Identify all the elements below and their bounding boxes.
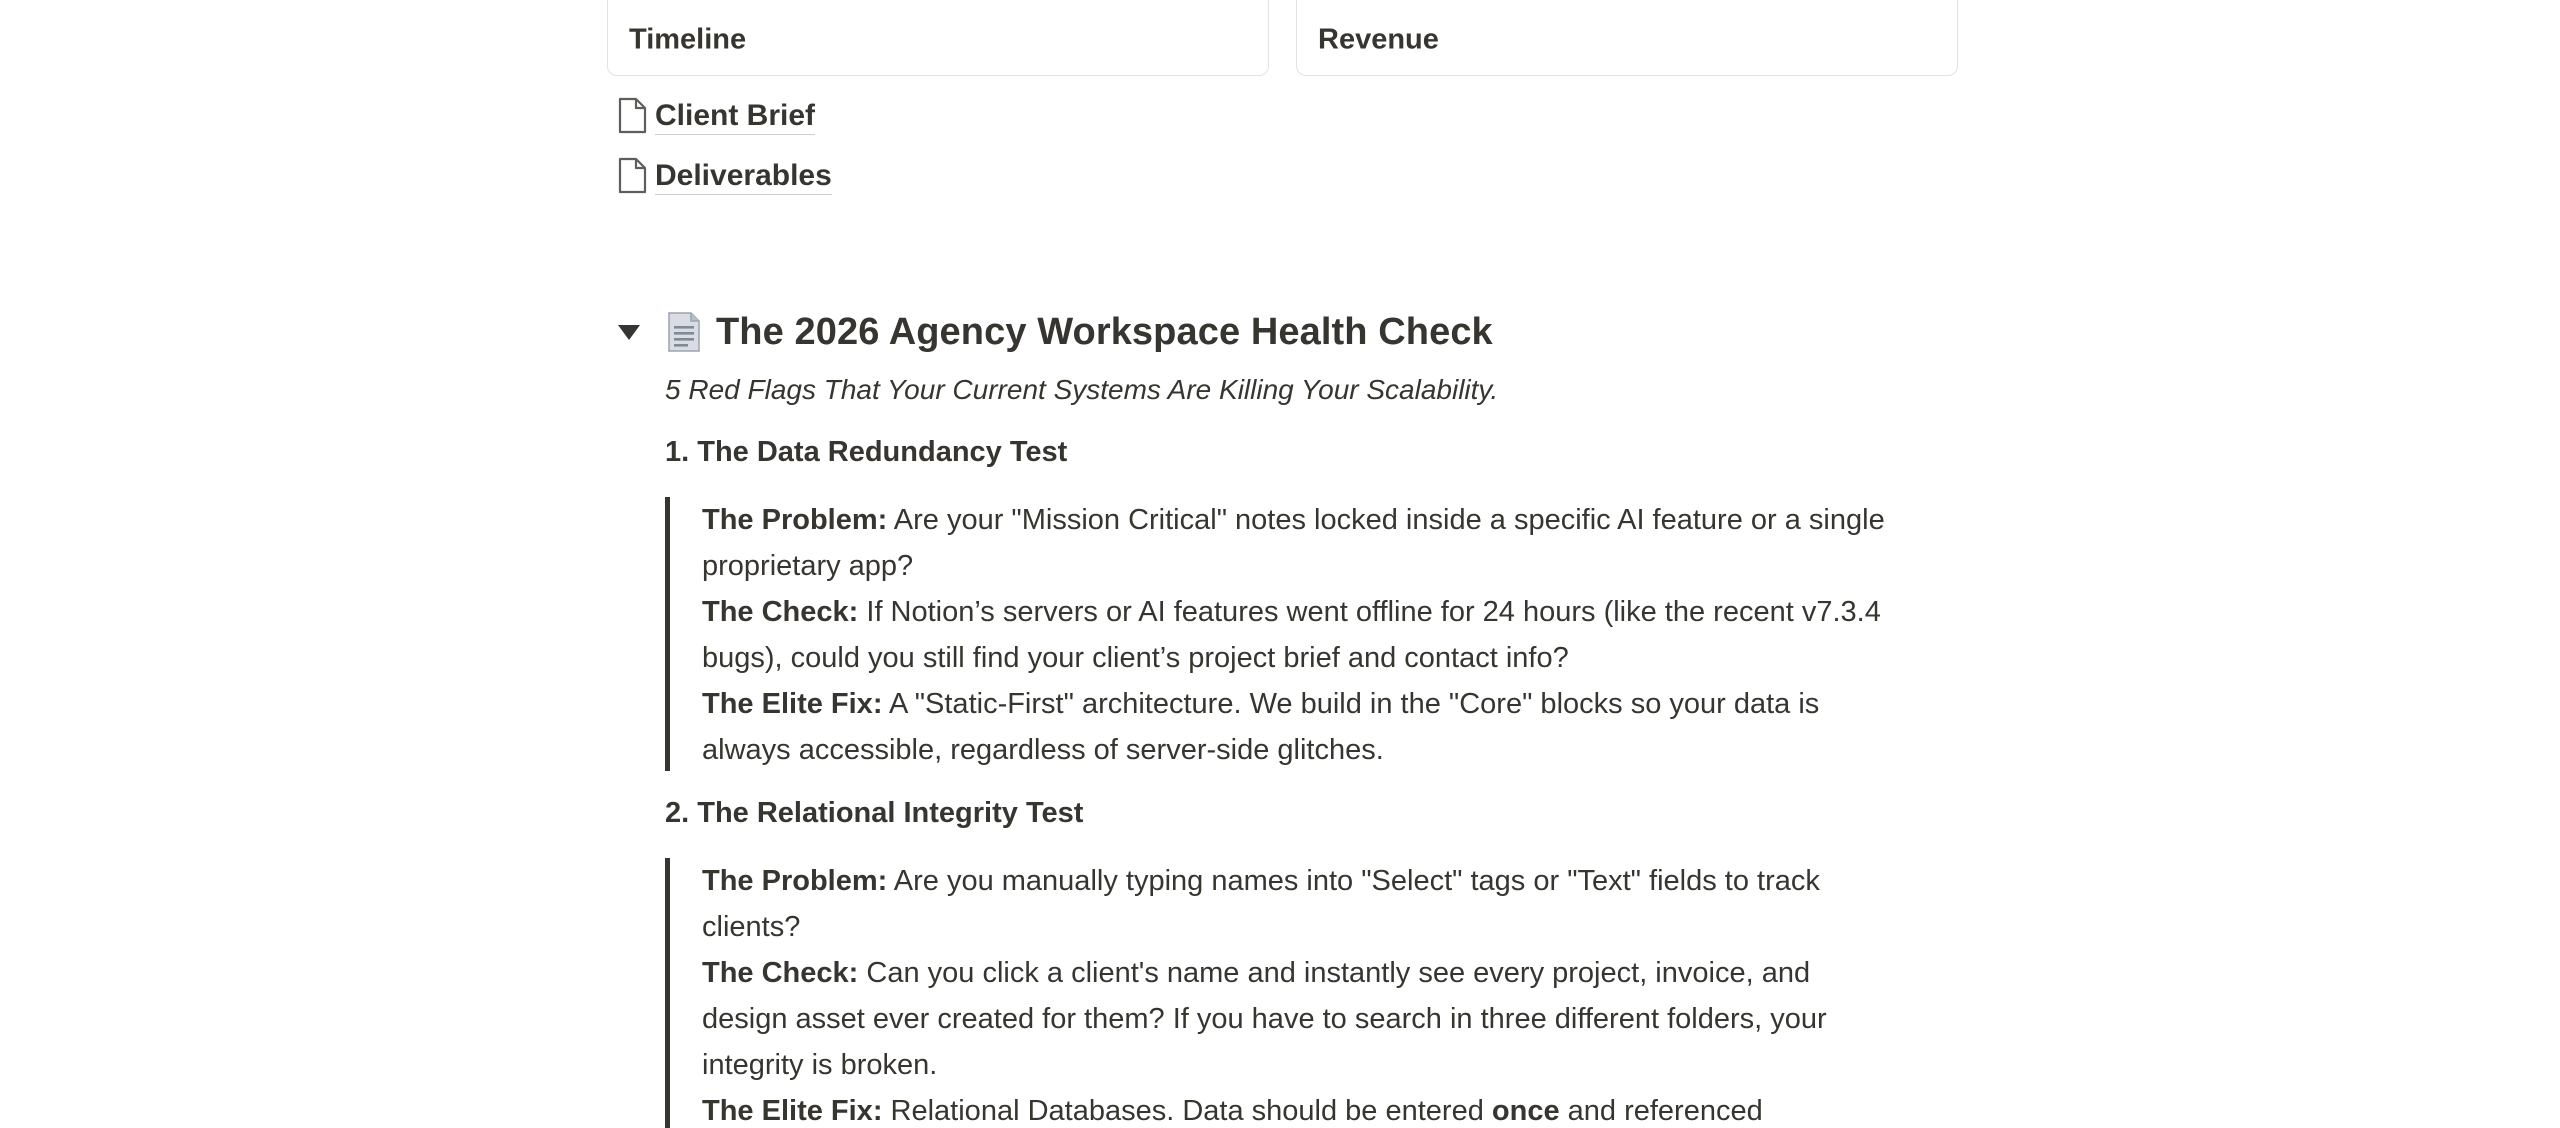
problem-paragraph xyxy=(702,497,1885,589)
fix-emphasis: once xyxy=(1491,1095,1560,1127)
check-text: If Notion’s servers or AI features went offline for 24 hours (like the recent v7.3.4 bugs), could you still find your client’s project brief and contact info? xyxy=(702,596,1881,674)
document-emoji-icon xyxy=(664,308,716,356)
toggle-subtitle: 5 Red Flags That Your Current Systems Are Killing Your Scalability. xyxy=(665,374,1499,405)
deliverables-page-link[interactable] xyxy=(615,152,832,200)
problem-paragraph xyxy=(702,858,1885,950)
revenue-card[interactable] xyxy=(1296,0,1958,76)
callout-quote xyxy=(665,858,1885,1128)
client-brief-page-link[interactable] xyxy=(615,92,815,140)
check-paragraph xyxy=(702,589,1885,681)
page-icon xyxy=(615,152,655,200)
client-brief-link-label: Client Brief xyxy=(655,97,815,136)
fix-text-after: and referenced xyxy=(1559,1095,1763,1127)
toggle-heading-title: The 2026 Agency Workspace Health Check xyxy=(716,310,1493,353)
page-icon xyxy=(615,92,655,140)
check-text: Can you click a client's name and instantly see every project, invoice, and design asset ever created for them? If you have to search in three different folders, your integrity is broken. xyxy=(702,957,1827,1081)
timeline-card[interactable] xyxy=(607,0,1269,76)
deliverables-link-label: Deliverables xyxy=(655,157,832,196)
triangle-down-icon[interactable] xyxy=(616,308,664,356)
section-heading: 2. The Relational Integrity Test xyxy=(665,797,1084,829)
fix-text: Relational Databases. Data should be entered xyxy=(882,1095,1492,1127)
check-label: The Check: xyxy=(702,957,859,989)
fix-text: A "Static-First" architecture. We build in the "Core" blocks so your data is always accessible, regardless of server-side glitches. xyxy=(702,688,1820,766)
problem-label: The Problem: xyxy=(702,865,888,897)
check-paragraph xyxy=(702,950,1885,1088)
problem-label: The Problem: xyxy=(702,504,888,536)
fix-paragraph xyxy=(702,681,1885,773)
problem-text: Are your "Mission Critical" notes locked inside a specific AI feature or a single proprietary app? xyxy=(702,504,1885,582)
fix-label: The Elite Fix: xyxy=(702,688,883,720)
health-check-toggle xyxy=(616,300,1493,364)
fix-paragraph xyxy=(702,1088,1885,1128)
callout-quote xyxy=(665,497,1885,771)
revenue-card-label: Revenue xyxy=(1318,23,1439,56)
check-label: The Check: xyxy=(702,596,859,628)
fix-label: The Elite Fix: xyxy=(702,1095,883,1127)
problem-text: Are you manually typing names into "Select" tags or "Text" fields to track clients? xyxy=(702,865,1820,943)
timeline-card-label: Timeline xyxy=(629,23,747,56)
section-heading: 1. The Data Redundancy Test xyxy=(665,436,1068,468)
